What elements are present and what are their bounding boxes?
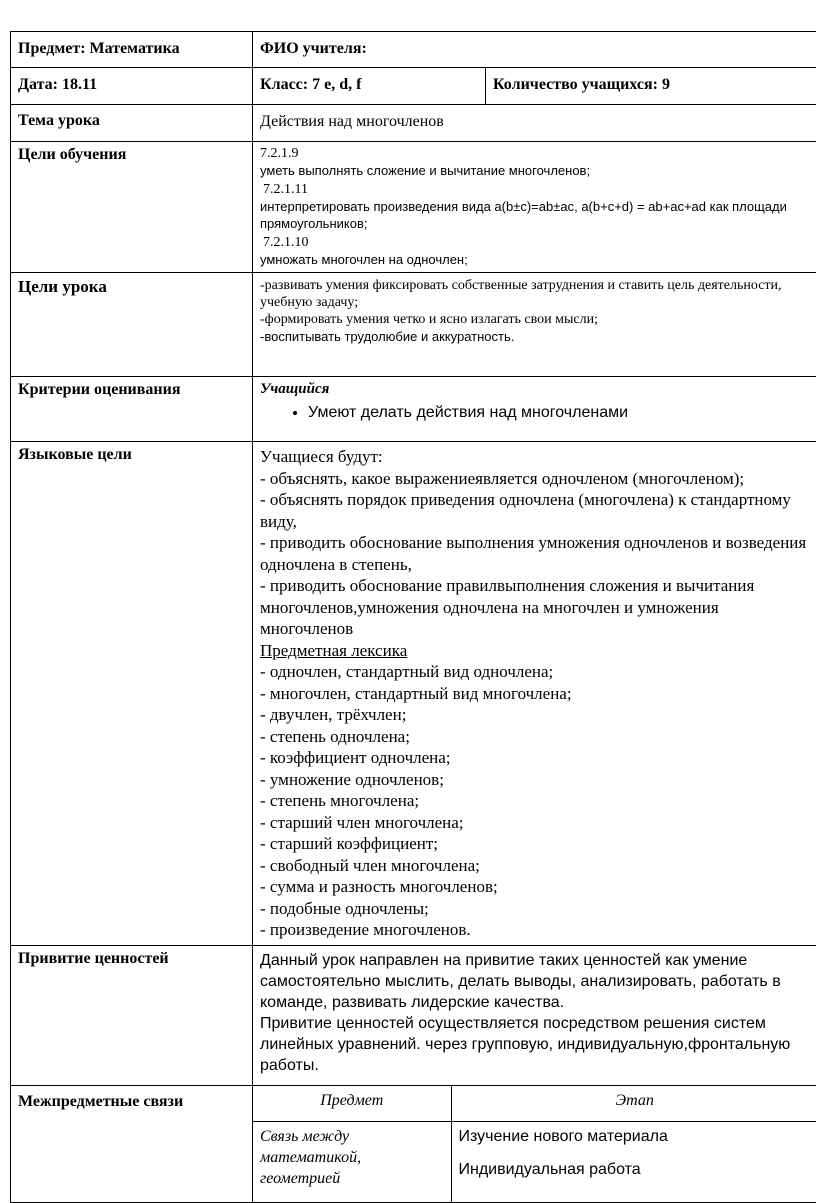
- col-subject-header: Предмет: [253, 1086, 451, 1122]
- interdisciplinary-row: [11, 1085, 816, 1202]
- topic-label: Тема урока: [11, 105, 253, 142]
- lesson-goal: -воспитывать трудолюбие и аккуратность.: [260, 328, 811, 345]
- subject-link-value: Связь между математикой, геометрией: [253, 1122, 451, 1202]
- lesson-goal: -развивать умения фиксировать собственные затруднения и ставить цель деятельности, учебную задачу;: [260, 277, 811, 311]
- class-cell: Класс: 7 е, d, f: [253, 68, 486, 105]
- criteria-subject: Учащийся: [260, 381, 811, 398]
- language-goals-intro: Учащиеся будут:: [260, 446, 811, 468]
- lesson-goal: -формировать умения четко и ясно излагать свои мысли;: [260, 311, 811, 328]
- criteria-row: [11, 377, 816, 442]
- vocabulary-item: - подобные одночлены;: [260, 898, 811, 920]
- learning-goals-content: [253, 142, 816, 273]
- lesson-plan-table: [10, 31, 816, 1203]
- values-paragraph: Данный урок направлен на привитие таких ценностей как умение самостоятельно мыслить, делать выводы, анализировать, работать в команде, развивать лидерские качества.: [260, 950, 811, 1013]
- language-goals-label: Языковые цели: [11, 442, 253, 946]
- vocabulary-item: - степень многочлена;: [260, 790, 811, 812]
- interdisciplinary-body-row: [253, 1122, 816, 1202]
- objective-code: 7.2.1.11: [260, 181, 811, 198]
- teacher-cell: ФИО учителя:: [253, 32, 816, 68]
- lesson-goals-row: [11, 273, 816, 377]
- interdisciplinary-content: [253, 1085, 816, 1202]
- objective-code: 7.2.1.10: [260, 234, 811, 251]
- students-count-cell: Количество учащихся: 9: [486, 68, 816, 105]
- vocabulary-item: - свободный член многочлена;: [260, 855, 811, 877]
- learning-goals-row: [11, 142, 816, 273]
- vocabulary-item: - умножение одночленов;: [260, 769, 811, 791]
- vocabulary-title: Предметная лексика: [260, 640, 811, 662]
- criteria-content: [253, 377, 816, 442]
- vocabulary-item: - двучлен, трёхчлен;: [260, 704, 811, 726]
- topic-value: Действия над многочленов: [253, 105, 816, 142]
- vocabulary-item: - многочлен, стандартный вид многочлена;: [260, 683, 811, 705]
- objective-text: интерпретировать произведения вида a(b±c)=ab±ac, a(b+c+d) = ab+ac+ad как площади прямоугольников;: [260, 198, 811, 232]
- objective-text: уметь выполнять сложение и вычитание многочленов;: [260, 162, 811, 179]
- interdisciplinary-label: Межпредметные связи: [11, 1085, 253, 1202]
- language-goal-item: - объяснять порядок приведения одночлена (многочлена) к стандартному виду,: [260, 489, 811, 532]
- criteria-item: • Умеют делать действия над многочленами: [308, 404, 811, 422]
- subject-cell: Предмет: Математика: [11, 32, 253, 68]
- objective-text: умножать многочлен на одночлен;: [260, 251, 811, 268]
- language-goal-item: - приводить обоснование правилвыполнения сложения и вычитания многочленов,умножения одночлена на многочлен и умножения многочленов: [260, 575, 811, 640]
- vocabulary-item: - старший член многочлена;: [260, 812, 811, 834]
- criteria-label: Критерии оценивания: [11, 377, 253, 442]
- vocabulary-item: - сумма и разность многочленов;: [260, 876, 811, 898]
- interdisciplinary-head-row: [253, 1086, 816, 1122]
- language-goals-content: [253, 442, 816, 946]
- stage-item: Индивидуальная работа: [459, 1159, 812, 1180]
- values-paragraph: Привитие ценностей осуществляется посредством решения систем линейных уравнений. через групповую, индивидуальную,фронтальную работы.: [260, 1013, 811, 1076]
- topic-row: [11, 105, 816, 142]
- learning-goals-label: Цели обучения: [11, 142, 253, 273]
- vocabulary-item: - коэффициент одночлена;: [260, 747, 811, 769]
- vocabulary-item: - произведение многочленов.: [260, 919, 811, 941]
- lesson-goals-content: [253, 273, 816, 377]
- language-goal-item: - приводить обоснование выполнения умножения одночленов и возведения одночлена в степень,: [260, 532, 811, 575]
- values-label: Привитие ценностей: [11, 945, 253, 1085]
- stage-item: Изучение нового материала: [459, 1126, 812, 1147]
- language-goal-item: - объяснять, какое выражениеявляется одночленом (многочленом);: [260, 468, 811, 490]
- col-stage-header: Этап: [451, 1086, 816, 1122]
- values-content: [253, 945, 816, 1085]
- date-cell: Дата: 18.11: [11, 68, 253, 105]
- interdisciplinary-table: [253, 1086, 816, 1202]
- vocabulary-item: - степень одночлена;: [260, 726, 811, 748]
- vocabulary-item: - одночлен, стандартный вид одночлена;: [260, 661, 811, 683]
- objective-code: 7.2.1.9: [260, 145, 811, 162]
- criteria-list: [260, 404, 811, 422]
- header-row-1: [11, 32, 816, 68]
- stages-cell: [451, 1122, 816, 1202]
- values-row: [11, 945, 816, 1085]
- lesson-goals-label: Цели урока: [11, 273, 253, 377]
- vocabulary-item: - старший коэффициент;: [260, 833, 811, 855]
- language-goals-row: [11, 442, 816, 946]
- header-row-2: [11, 68, 816, 105]
